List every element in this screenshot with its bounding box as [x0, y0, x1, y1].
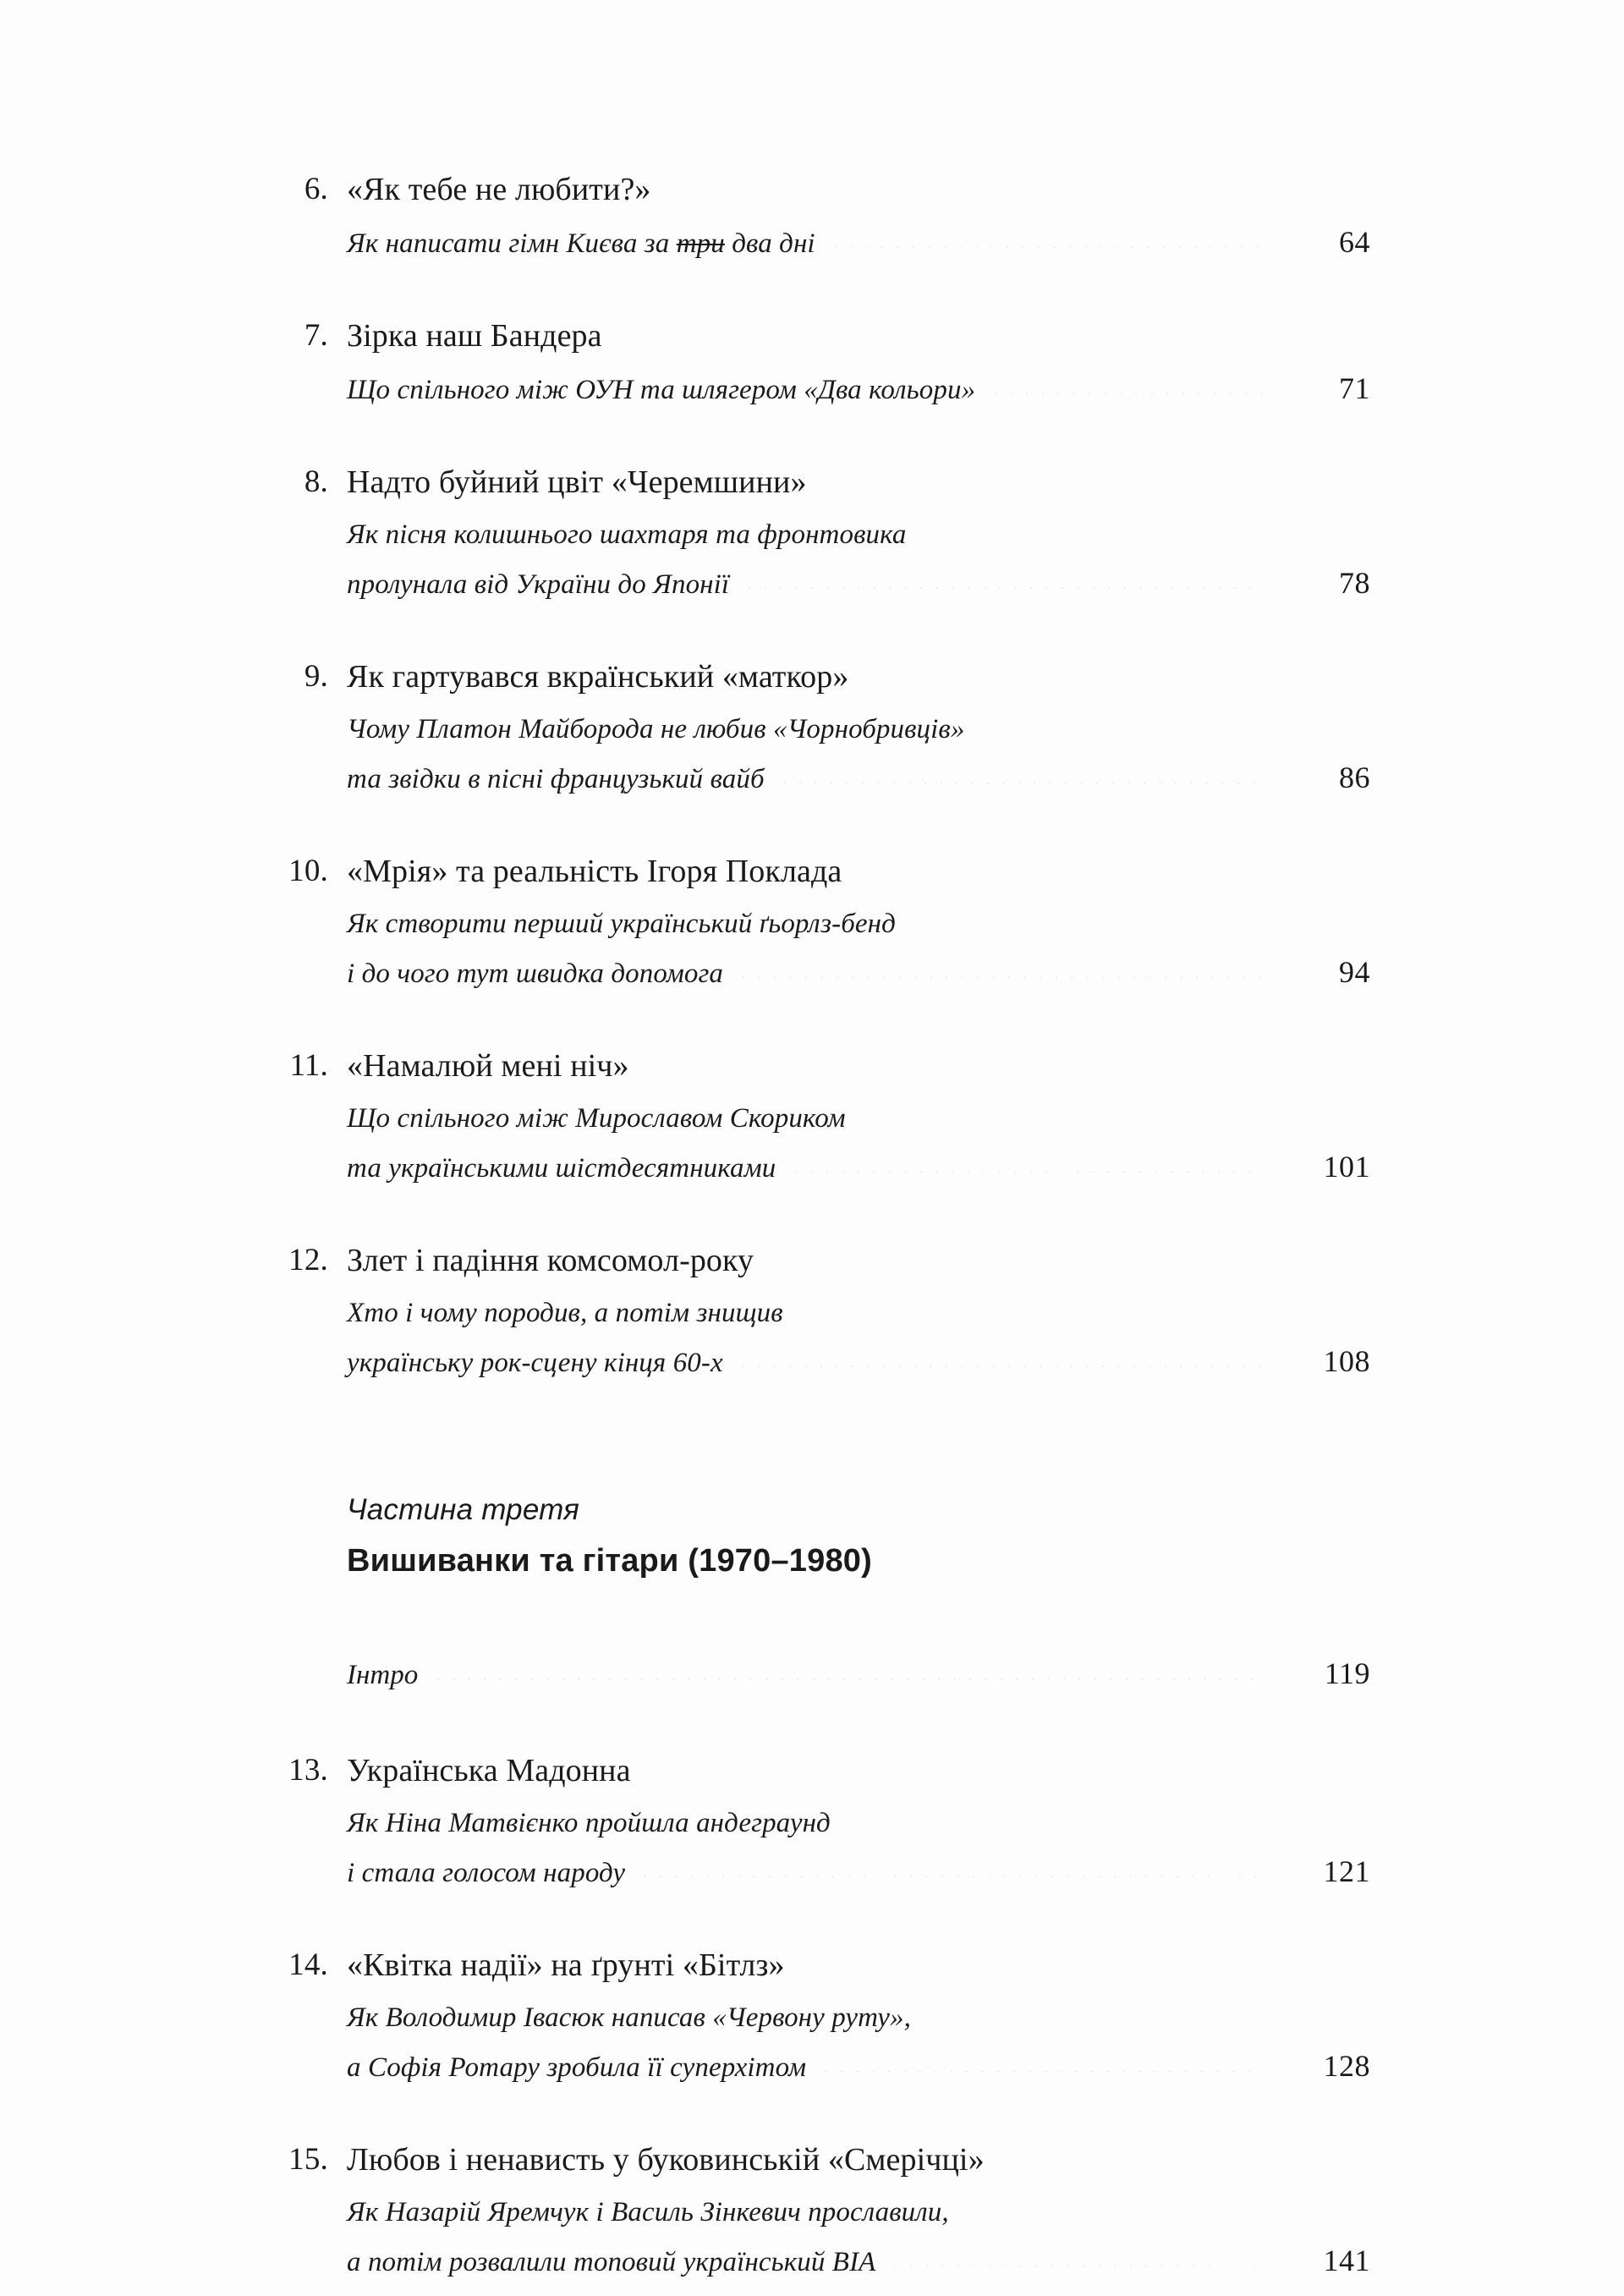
entry-subtitle-text: пролунала від України до Японії	[347, 569, 730, 600]
dot-leader	[793, 1162, 1264, 1173]
entry-title: Надто буйний цвіт «Черемшини»	[347, 464, 807, 500]
entry-title: «Намалюй мені ніч»	[347, 1048, 629, 1084]
entry-subtitle-line	[347, 1289, 1370, 1338]
entry-page-number: 128	[1323, 2049, 1370, 2083]
dot-leader	[892, 2256, 1264, 2266]
entry-number: 7.	[304, 318, 328, 353]
entry-subtitle-line	[347, 2042, 1370, 2092]
entry-title: Зірка наш Бандера	[347, 318, 602, 354]
entry-body	[328, 166, 1370, 268]
entry-body	[328, 1747, 1370, 1898]
entry-page-number: 141	[1323, 2244, 1370, 2277]
part-title: Вишиванки та гітари (1970–1980)	[347, 1543, 872, 1579]
part-heading	[271, 1486, 1370, 1587]
entry-subtitle-text: Що спільного між Мирославом Скориком	[347, 1103, 846, 1134]
dot-leader	[642, 1867, 1264, 1877]
dot-leader	[992, 384, 1264, 394]
entry-subtitle-text: Як створити перший український ґьорлз-бенд	[347, 909, 896, 939]
entry-body	[328, 1042, 1370, 1193]
dot-leader	[740, 968, 1264, 978]
entry-title: «Мрія» та реальність Ігоря Поклада	[347, 854, 842, 889]
entry-body	[328, 1942, 1370, 2092]
toc-entries-part-two	[271, 166, 1370, 1387]
toc-entries-part-three	[271, 1747, 1370, 2287]
toc-entry[interactable]	[271, 166, 1370, 268]
toc-entry[interactable]	[271, 848, 1370, 998]
entry-body	[328, 653, 1370, 804]
toc-entry[interactable]	[271, 653, 1370, 804]
toc-entry[interactable]	[271, 1237, 1370, 1387]
toc-entry[interactable]	[271, 1942, 1370, 2092]
entry-subtitle-line	[347, 218, 1370, 268]
entry-subtitle-text: Що спільного між ОУН та шлягером «Два кольори»	[347, 375, 976, 405]
entry-subtitle-line	[347, 1095, 1370, 1143]
entry-subtitle-line	[347, 948, 1370, 998]
toc-entry[interactable]	[271, 1747, 1370, 1898]
entry-subtitle-text: Чому Платон Майборода не любив «Чорнобривців»	[347, 714, 965, 744]
toc-list	[271, 166, 1370, 2296]
entry-number: 8.	[304, 464, 328, 499]
entry-subtitle-line	[347, 706, 1370, 754]
struck-word: три	[676, 228, 725, 259]
entry-subtitle-line	[347, 900, 1370, 948]
part-kicker: Частина третя	[347, 1493, 579, 1526]
entry-subtitle-line	[347, 2237, 1370, 2287]
entry-subtitle-text: Як Володимир Івасюк написав «Червону руту»,	[347, 2002, 911, 2033]
entry-subtitle-line	[347, 1338, 1370, 1387]
entry-subtitle-line	[347, 1143, 1370, 1193]
dot-leader	[832, 238, 1264, 248]
entry-page-number: 71	[1339, 371, 1370, 405]
entry-page-number: 64	[1339, 225, 1370, 259]
intro-page-number: 119	[1324, 1656, 1370, 1690]
toc-entry[interactable]	[271, 2136, 1370, 2287]
entry-subtitle-text: а Софія Ротару зробила її суперхітом	[347, 2052, 807, 2083]
entry-subtitle-line	[347, 1848, 1370, 1898]
entry-subtitle-text: та звідки в пісні французький вайб	[347, 764, 765, 794]
entry-body	[328, 2136, 1370, 2287]
entry-number: 14.	[288, 1947, 328, 1982]
entry-page-number: 121	[1323, 1854, 1370, 1888]
entry-body	[328, 848, 1370, 998]
entry-page-number: 94	[1339, 955, 1370, 989]
entry-subtitle-text: Як Ніна Матвієнко пройшла андеграунд	[347, 1808, 831, 1838]
dot-leader	[782, 773, 1264, 783]
entry-subtitle-line	[347, 2189, 1370, 2237]
entry-title: Як гартувався вкраїнський «маткор»	[347, 659, 849, 695]
entry-subtitle-text: і до чого тут швидка допомога	[347, 958, 724, 989]
entry-number: 9.	[304, 659, 328, 694]
entry-page-number: 101	[1323, 1150, 1370, 1184]
entry-number: 12.	[288, 1243, 328, 1277]
entry-subtitle-line	[347, 365, 1370, 415]
dot-leader	[823, 2062, 1264, 2072]
entry-number: 15.	[288, 2142, 328, 2177]
entry-title: «Квітка надії» на ґрунті «Бітлз»	[347, 1947, 785, 1983]
entry-title: Українська Мадонна	[347, 1753, 631, 1788]
entry-page-number: 86	[1339, 761, 1370, 794]
entry-body	[328, 312, 1370, 415]
entry-subtitle-line	[347, 559, 1370, 609]
entry-title: Любов і ненависть у буковинській «Смерічці»	[347, 2142, 985, 2178]
entry-title: «Як тебе не любити?»	[347, 172, 651, 207]
toc-entry[interactable]	[271, 1042, 1370, 1193]
entry-page-number: 108	[1323, 1344, 1370, 1378]
entry-page-number: 78	[1339, 566, 1370, 600]
intro-label: Інтро	[347, 1660, 419, 1690]
entry-subtitle-line	[347, 1799, 1370, 1848]
entry-number: 11.	[289, 1048, 328, 1083]
entry-number: 6.	[304, 172, 328, 206]
toc-entry[interactable]	[271, 312, 1370, 415]
entry-body	[328, 1237, 1370, 1387]
toc-row-intro[interactable]	[271, 1650, 1370, 1700]
entry-number: 10.	[288, 854, 328, 888]
entry-subtitle-line	[347, 511, 1370, 559]
entry-subtitle-text: українську рок-сцену кінця 60-х	[347, 1348, 723, 1378]
entry-subtitle-text: та українськими шістдесятниками	[347, 1153, 776, 1184]
entry-subtitle-text: Як пісня колишнього шахтаря та фронтовика	[347, 519, 907, 550]
toc-entry[interactable]	[271, 459, 1370, 609]
dot-leader	[746, 579, 1264, 589]
entry-subtitle-line	[347, 754, 1370, 804]
entry-title: Злет і падіння комсомол-року	[347, 1243, 754, 1278]
entry-number: 13.	[288, 1753, 328, 1788]
entry-subtitle-text: Хто і чому породив, а потім знищив	[347, 1298, 783, 1328]
entry-subtitle-text: і стала голосом народу	[347, 1858, 626, 1888]
entry-subtitle-text: Як написати гімн Києва за три два дні	[347, 228, 815, 259]
entry-subtitle-text: Як Назарій Яремчук і Василь Зінкевич прославили,	[347, 2197, 949, 2227]
entry-subtitle-line	[347, 1994, 1370, 2042]
dot-leader	[435, 1669, 1264, 1679]
entry-body	[328, 459, 1370, 609]
dot-leader	[740, 1357, 1264, 1367]
entry-subtitle-text: а потім розвалили топовий український ВІА	[347, 2247, 876, 2277]
